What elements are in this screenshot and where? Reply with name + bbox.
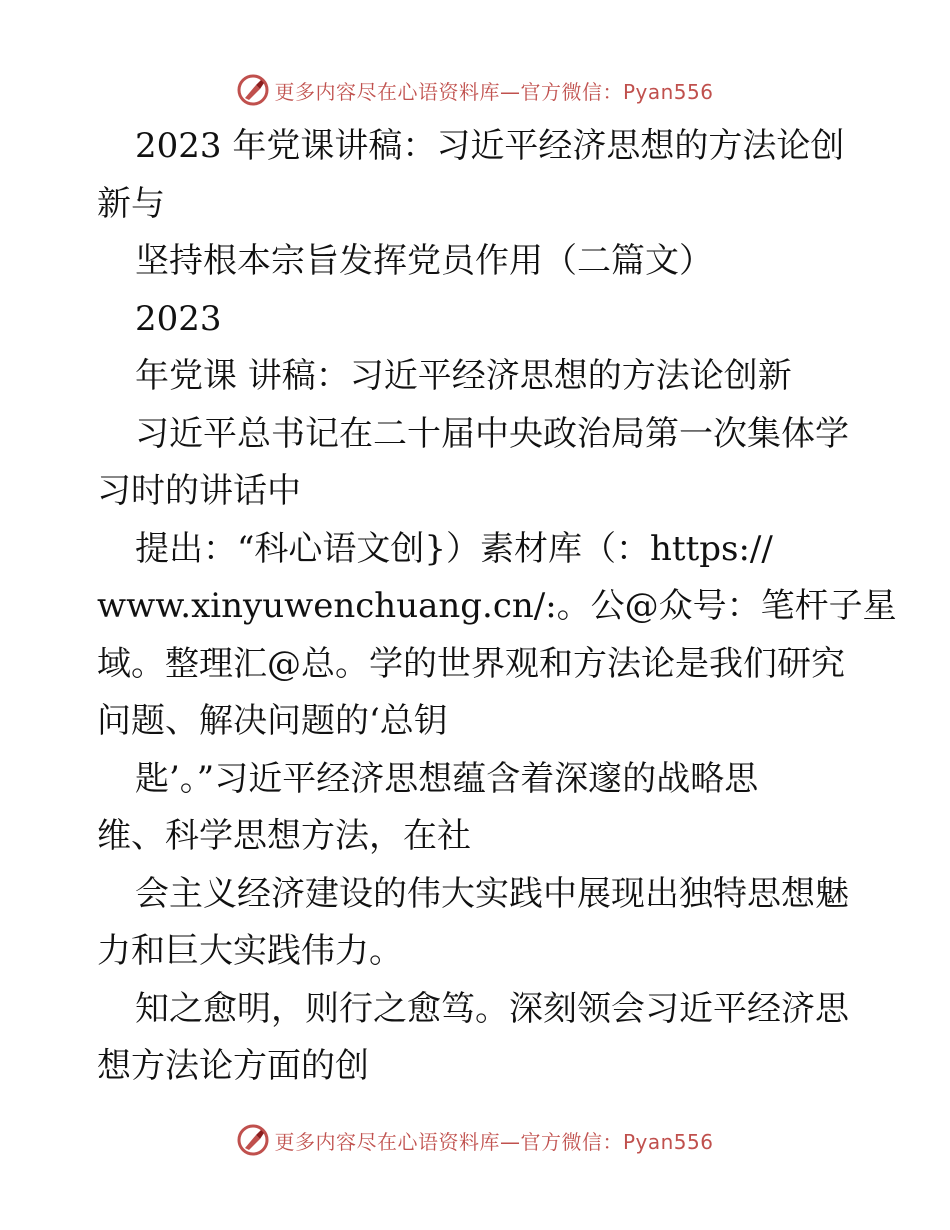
paragraph-line: 提出：“科心语文创}）素材库（：https://: [135, 528, 773, 569]
footer-banner: [0, 1120, 950, 1160]
doc-title-line-2: 新与: [97, 183, 165, 224]
fountain-pen-logo-icon: [236, 1123, 270, 1157]
paragraph-line: 问题、解决问题的‘总钥: [97, 701, 448, 741]
fountain-pen-logo-icon: [236, 73, 270, 107]
paragraph-line: 匙’。”习近平经济思想蕴含着深邃的战略思: [135, 758, 759, 799]
doc-title-line-1: 2023 年党课讲稿：习近平经济思想的方法论创: [135, 126, 845, 166]
paragraph-line: 力和巨大实践伟力。: [97, 931, 403, 971]
paragraph-line: 维、科学思想方法，在社: [97, 816, 471, 856]
paragraph-line: 会主义经济建设的伟大实践中展现出独特思想魅: [135, 873, 849, 914]
footer-banner-text: 更多内容尽在心语资料库—官方微信：Pyan556: [274, 1129, 714, 1154]
header-banner-text: 更多内容尽在心语资料库—官方微信：Pyan556: [274, 79, 714, 104]
doc-subtitle-line: 坚持根本宗旨发挥党员作用（二篇文）: [135, 241, 713, 281]
section-heading: 年党课 讲稿：习近平经济思想的方法论创新: [135, 356, 792, 396]
paragraph-line: 习近平总书记在二十届中央政治局第一次集体学: [135, 413, 849, 454]
document-body: [97, 118, 897, 1096]
doc-year-line: 2023: [135, 298, 222, 339]
paragraph-line: www.xinyuwenchuang.cn/:。公@众号：笔杆子星: [97, 586, 897, 626]
paragraph-line: 习时的讲话中: [97, 471, 301, 511]
paragraph-line: 域。整理汇@总。学的世界观和方法论是我们研究: [97, 643, 845, 684]
header-banner: [0, 70, 950, 110]
paragraph-line: 知之愈明，则行之愈笃。深刻领会习近平经济思: [135, 988, 849, 1029]
paragraph-line: 想方法论方面的创: [97, 1046, 369, 1086]
